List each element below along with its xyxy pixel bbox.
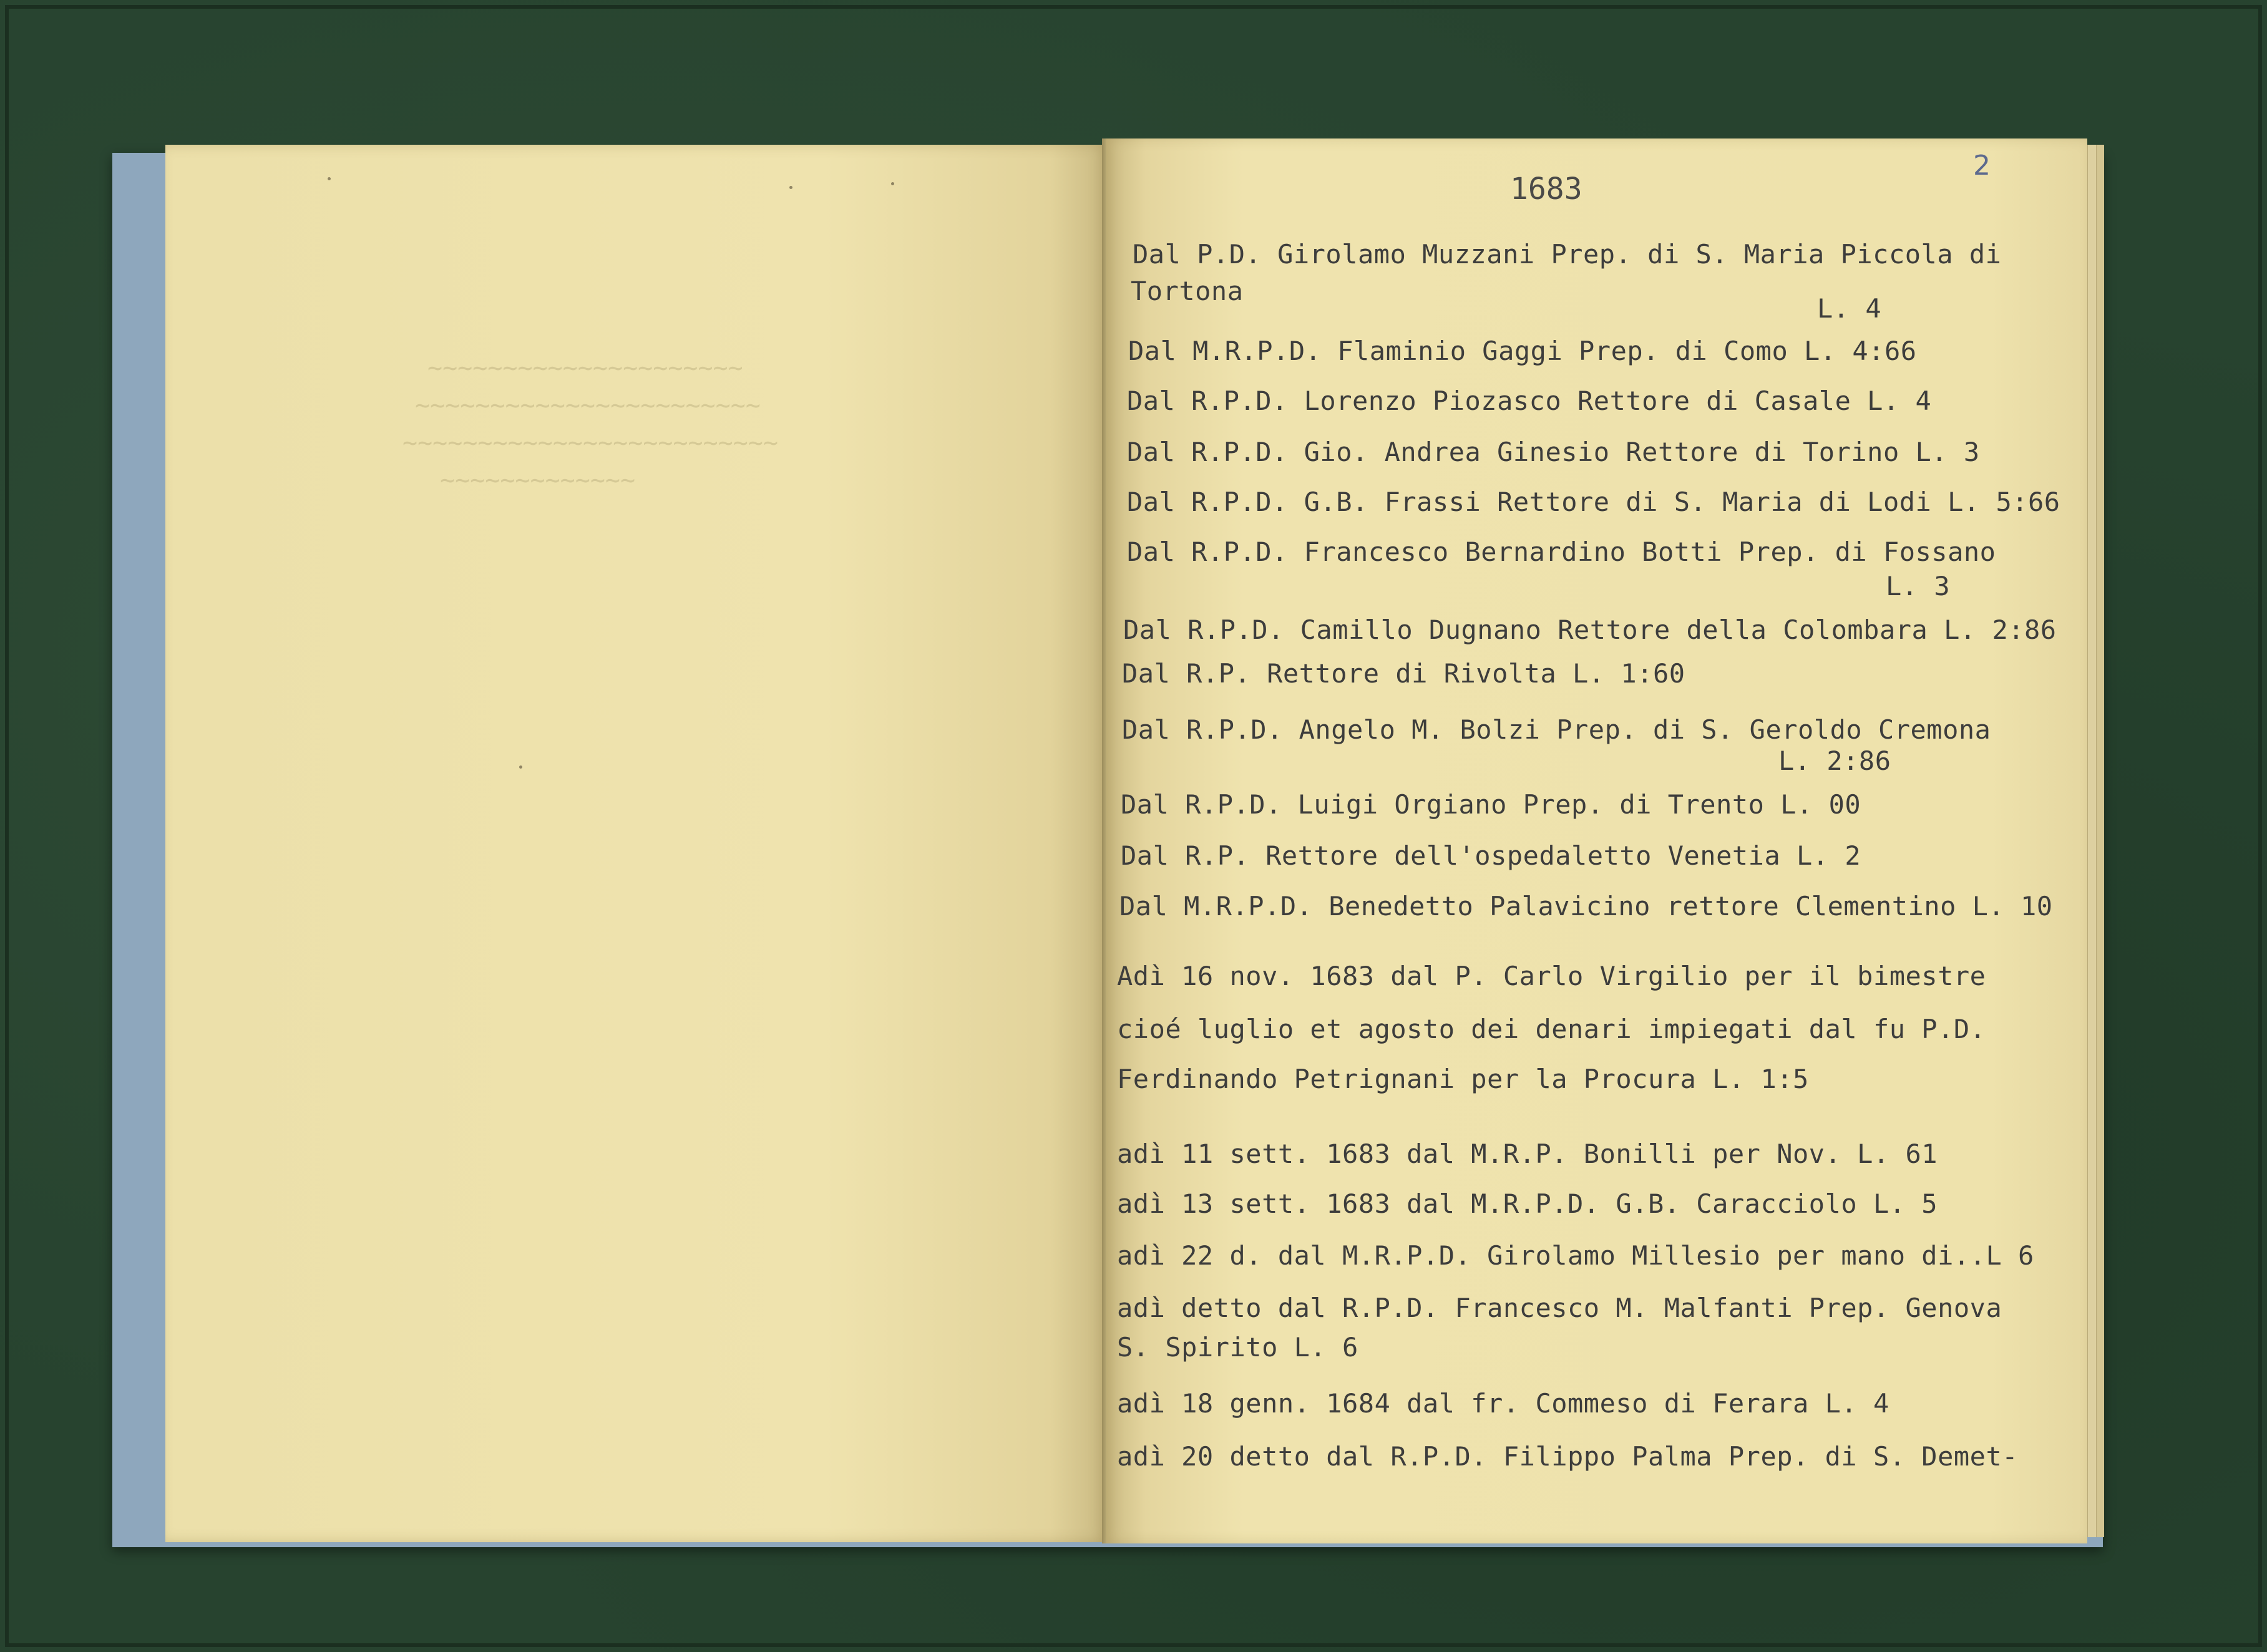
entry-amount: L. 2:86 xyxy=(1778,746,1891,776)
entry-line: adì 20 detto dal R.P.D. Filippo Palma Prep. di S. Demet- xyxy=(1117,1441,2019,1472)
bleed-through-text: ~~~~~~~~~~~~~~~~~~~~~ xyxy=(427,354,743,382)
entry-amount: L. 4 xyxy=(1817,293,1882,324)
paper-fleck xyxy=(328,177,331,180)
left-page xyxy=(165,145,1106,1542)
paper-fleck xyxy=(891,182,894,185)
bleed-through-text: ~~~~~~~~~~~~~~~~~~~~~~~ xyxy=(415,391,761,420)
entry-line: adì 18 genn. 1684 dal fr. Commeso di Ferara L. 4 xyxy=(1117,1388,1889,1419)
page-edge xyxy=(2087,145,2097,1537)
entry-line: adì 11 sett. 1683 dal M.R.P. Bonilli per Nov. L. 61 xyxy=(1117,1139,1938,1169)
paper-fleck xyxy=(789,186,792,189)
entry-line: Dal M.R.P.D. Flaminio Gaggi Prep. di Como L. 4:66 xyxy=(1128,336,1917,366)
entry-line: Tortona xyxy=(1131,276,1244,306)
entry-line: Dal R.P.D. Angelo M. Bolzi Prep. di S. Geroldo Cremona xyxy=(1122,714,1991,745)
entry-line: Dal R.P.D. Luigi Orgiano Prep. di Trento L. 00 xyxy=(1121,789,1861,820)
entry-line: cioé luglio et agosto dei denari impiegati dal fu P.D. xyxy=(1117,1014,1986,1044)
page-number: 2 xyxy=(1973,150,1991,182)
entry-line: Dal R.P.D. Lorenzo Piozasco Rettore di Casale L. 4 xyxy=(1127,386,1932,416)
entry-line: adì 13 sett. 1683 dal M.R.P.D. G.B. Caracciolo L. 5 xyxy=(1117,1188,1938,1219)
entry-line: Dal R.P.D. Gio. Andrea Ginesio Rettore di Torino L. 3 xyxy=(1127,437,1980,467)
entry-line: Dal R.P.D. Francesco Bernardino Botti Prep. di Fossano xyxy=(1127,537,1996,567)
entry-amount: L. 3 xyxy=(1886,571,1951,601)
entry-line: S. Spirito L. 6 xyxy=(1117,1332,1358,1363)
entry-line: adì detto dal R.P.D. Francesco M. Malfanti Prep. Genova xyxy=(1117,1293,2002,1323)
entry-line: Dal R.P. Rettore dell'ospedaletto Venetia L. 2 xyxy=(1121,840,1861,871)
entry-line: adì 22 d. dal M.R.P.D. Girolamo Millesio per mano di..L 6 xyxy=(1117,1240,2034,1271)
entry-line: Dal R.P. Rettore di Rivolta L. 1:60 xyxy=(1122,658,1685,689)
entry-line: Ferdinando Petrignani per la Procura L. 1:5 xyxy=(1117,1064,1809,1094)
entry-line: Dal M.R.P.D. Benedetto Palavicino rettore Clementino L. 10 xyxy=(1119,891,2053,921)
entry-line: Dal R.P.D. Camillo Dugnano Rettore della Colombara L. 2:86 xyxy=(1123,615,2057,645)
entry-line: Dal P.D. Girolamo Muzzani Prep. di S. Maria Piccola di xyxy=(1133,239,2002,270)
page-edge xyxy=(2096,145,2104,1537)
entry-line: Dal R.P.D. G.B. Frassi Rettore di S. Maria di Lodi L. 5:66 xyxy=(1127,487,2060,517)
entry-line: Adì 16 nov. 1683 dal P. Carlo Virgilio per il bimestre xyxy=(1117,961,1986,991)
bleed-through-text: ~~~~~~~~~~~~~ xyxy=(440,466,636,495)
paper-fleck xyxy=(519,765,522,769)
bleed-through-text: ~~~~~~~~~~~~~~~~~~~~~~~~~ xyxy=(402,429,779,457)
year-heading: 1683 xyxy=(1510,172,1582,206)
